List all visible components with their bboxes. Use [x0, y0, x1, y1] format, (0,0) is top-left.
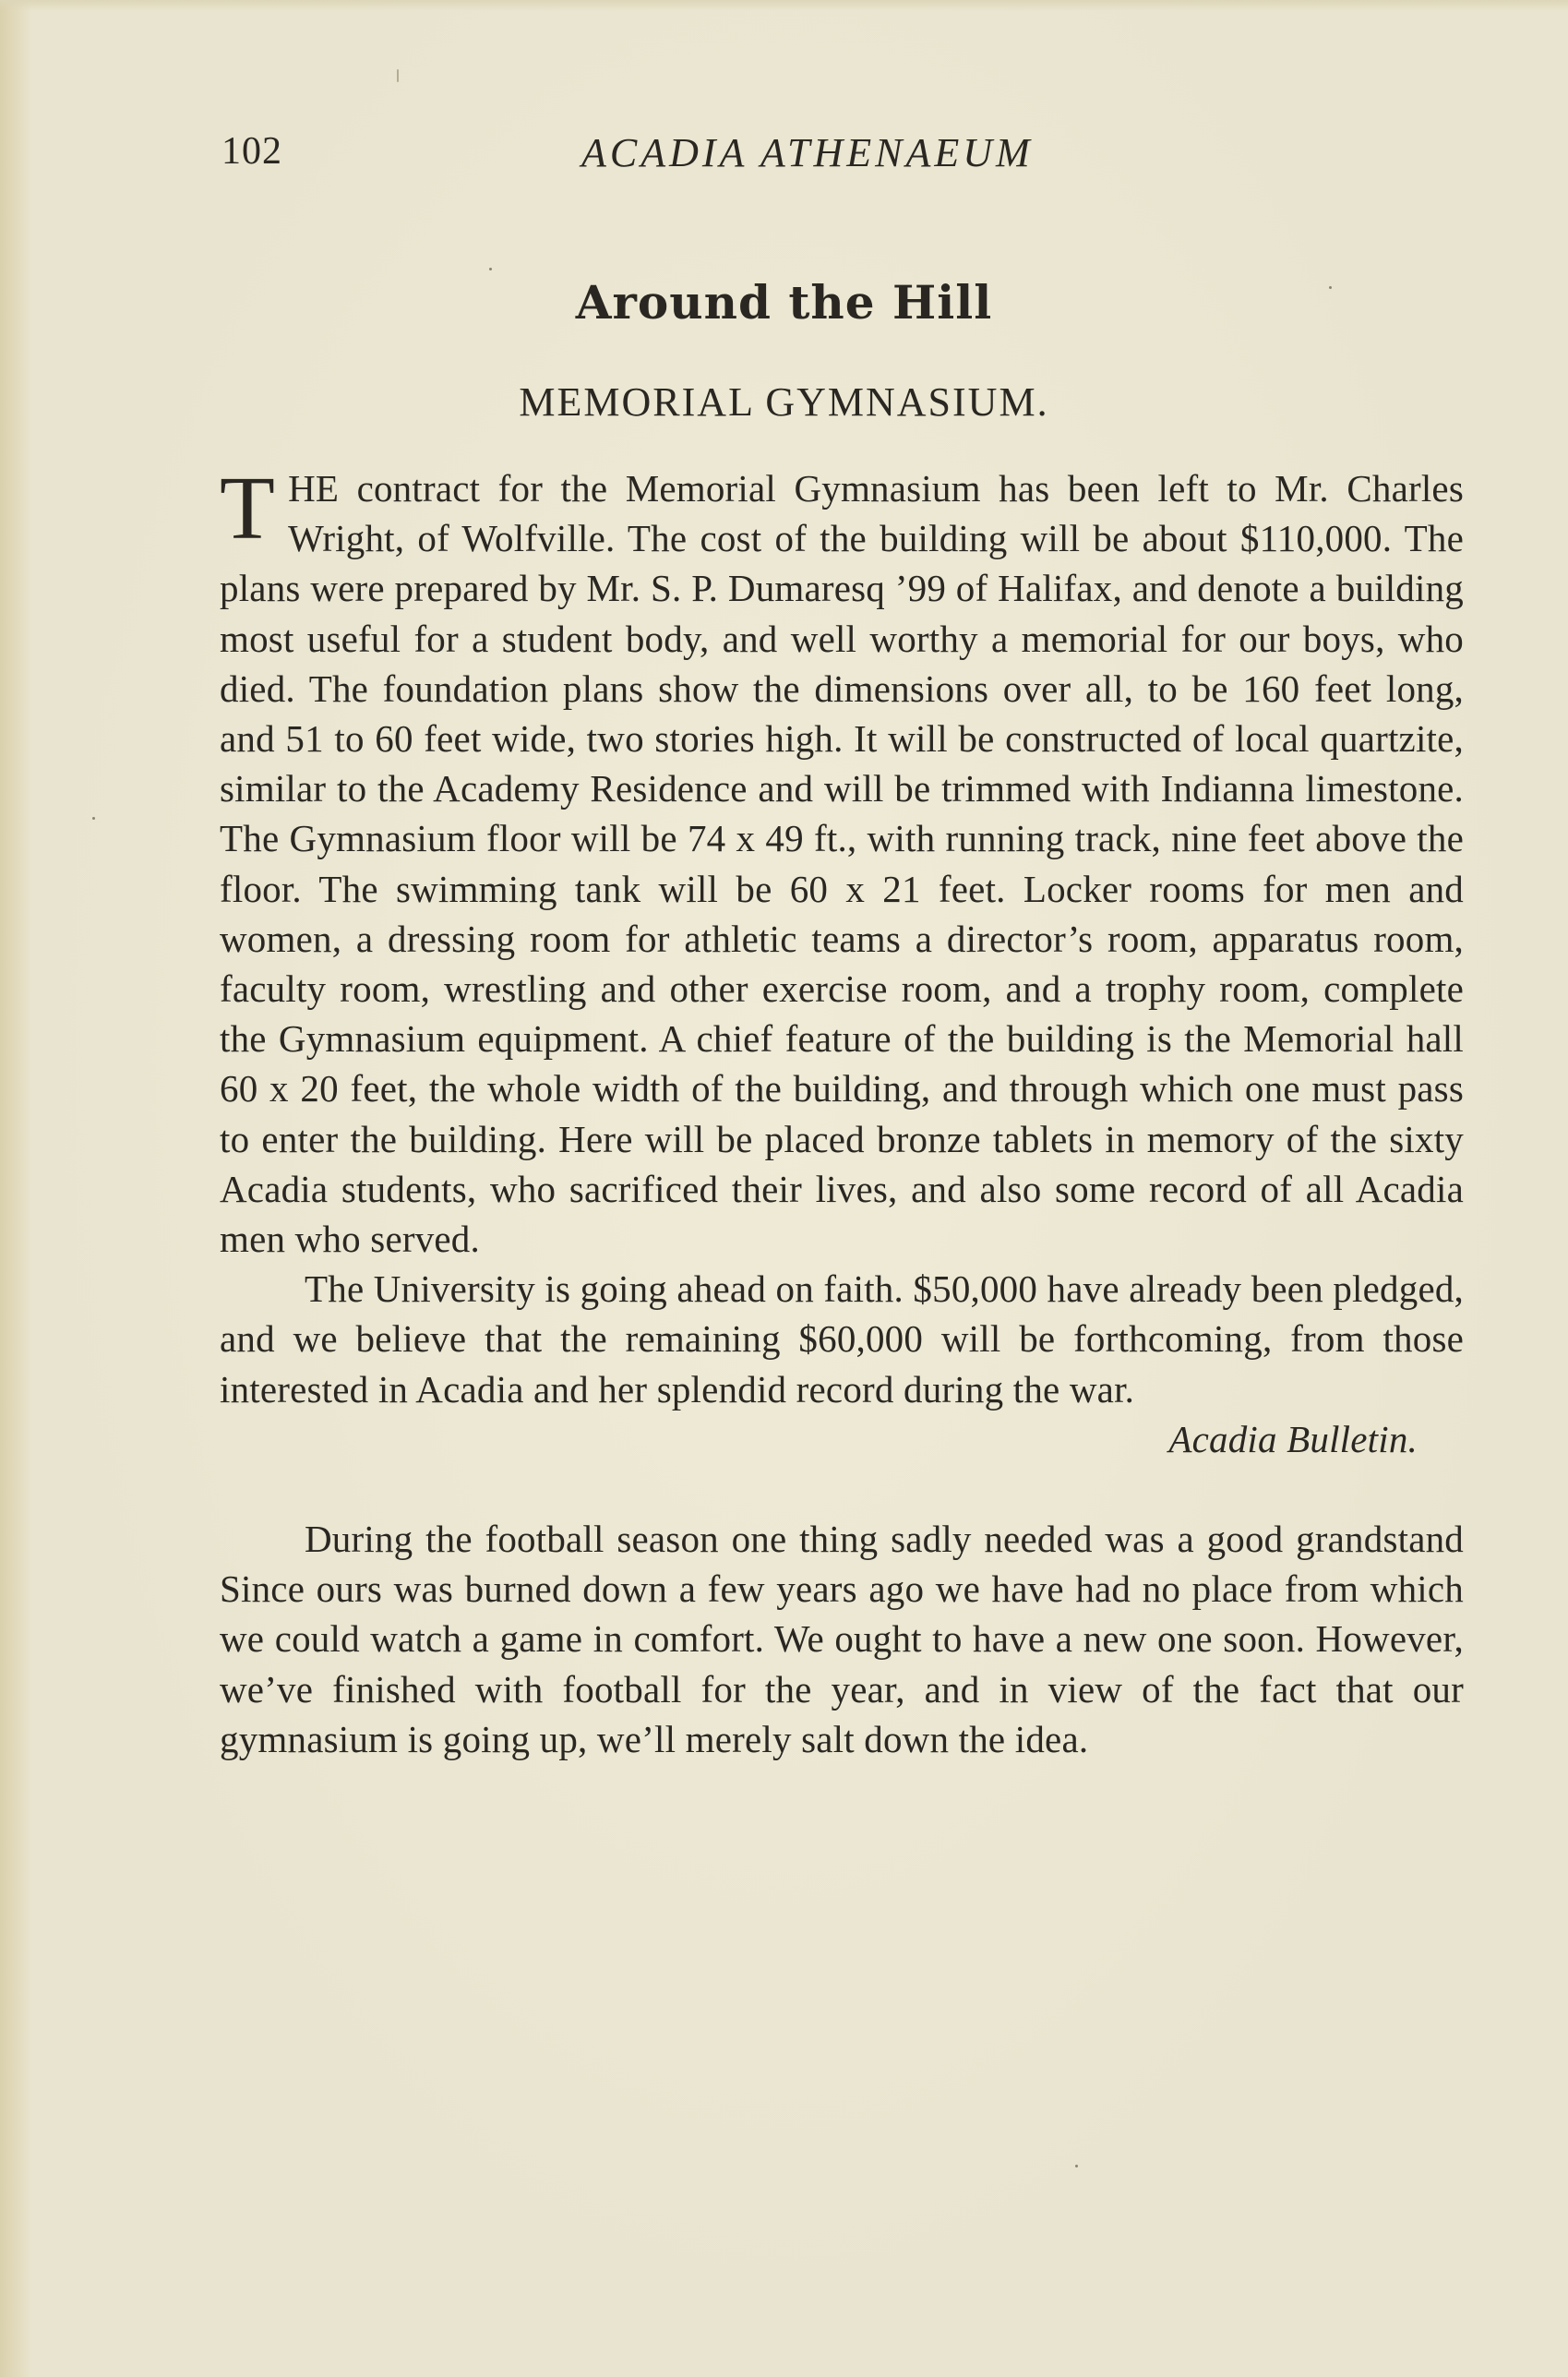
page-blemish: [489, 268, 492, 270]
article-title: MEMORIAL GYMNASIUM.: [519, 379, 1049, 425]
section-title: Around the Hill: [575, 275, 993, 330]
page-blemish: [92, 817, 95, 820]
page-blemish: [1075, 2165, 1078, 2167]
drop-cap: T: [220, 459, 276, 558]
article-source: Acadia Bulletin.: [1168, 1417, 1418, 1460]
running-header: [221, 129, 1144, 185]
note-paragraph: During the football season one thing sadly needed was a good grandstand Since ours was burned down a few years ago we have had no place from which we could watch a game in comfort. We ought to have a new one soon. However, we’ve finished with football for the year, and in view of the fact that our gymnasium is going up, we’ll merely salt down the idea.: [220, 1518, 1464, 1760]
page-binding-edge: [0, 0, 31, 2377]
article-body: [220, 459, 1464, 1764]
article-paragraph-text: HE contract for the Memorial Gymnasium has been left to Mr. Charles Wright, of Wolfville. The cost of the building will be about $110,000. The plans were prepared by Mr. S. P. Dumaresq ’99 of Halifax, and denote a building most useful for a student body, and well worthy a memorial for our boys, who died. The foundation plans show the dimensions over all, to be 160 feet long, and 51 to 60 feet wide, two stories high. It will be constructed of local quartzite, similar to the Academy Residence and will be trimmed with Indianna limestone. The Gymnasium floor will be 74 x 49 ft., with running track, nine feet above the floor. The swimming tank will be 60 x 21 feet. Locker rooms for men and women, a dressing room for athletic teams a director’s room, apparatus room, faculty room, wrestling and other exercise room, and a trophy room, complete the Gymnasium equipment. A chief feature of the building is the Memorial hall 60 x 20 feet, the whole width of the building, and through which one must pass to enter the building. Here will be placed bronze tablets in memory of the sixty Acadia students, who sacrificed their lives, and also some record of all Acadia men who served.: [220, 467, 1464, 1261]
journal-title: ACADIA ATHENAEUM: [581, 130, 1034, 175]
section-gap: [220, 1464, 1464, 1514]
page-number: 102: [221, 130, 282, 173]
page-blemish: [397, 69, 399, 82]
page-blemish: [1329, 286, 1332, 289]
article-paragraph: The University is going ahead on faith. $50,000 have already been pledged, and we believe that the remaining $60,000 will be forthcoming, from those interested in Acadia and her splendid record during the war.: [220, 1267, 1464, 1411]
article-paragraph: [220, 459, 1464, 1264]
page-top-edge: [0, 0, 1568, 11]
